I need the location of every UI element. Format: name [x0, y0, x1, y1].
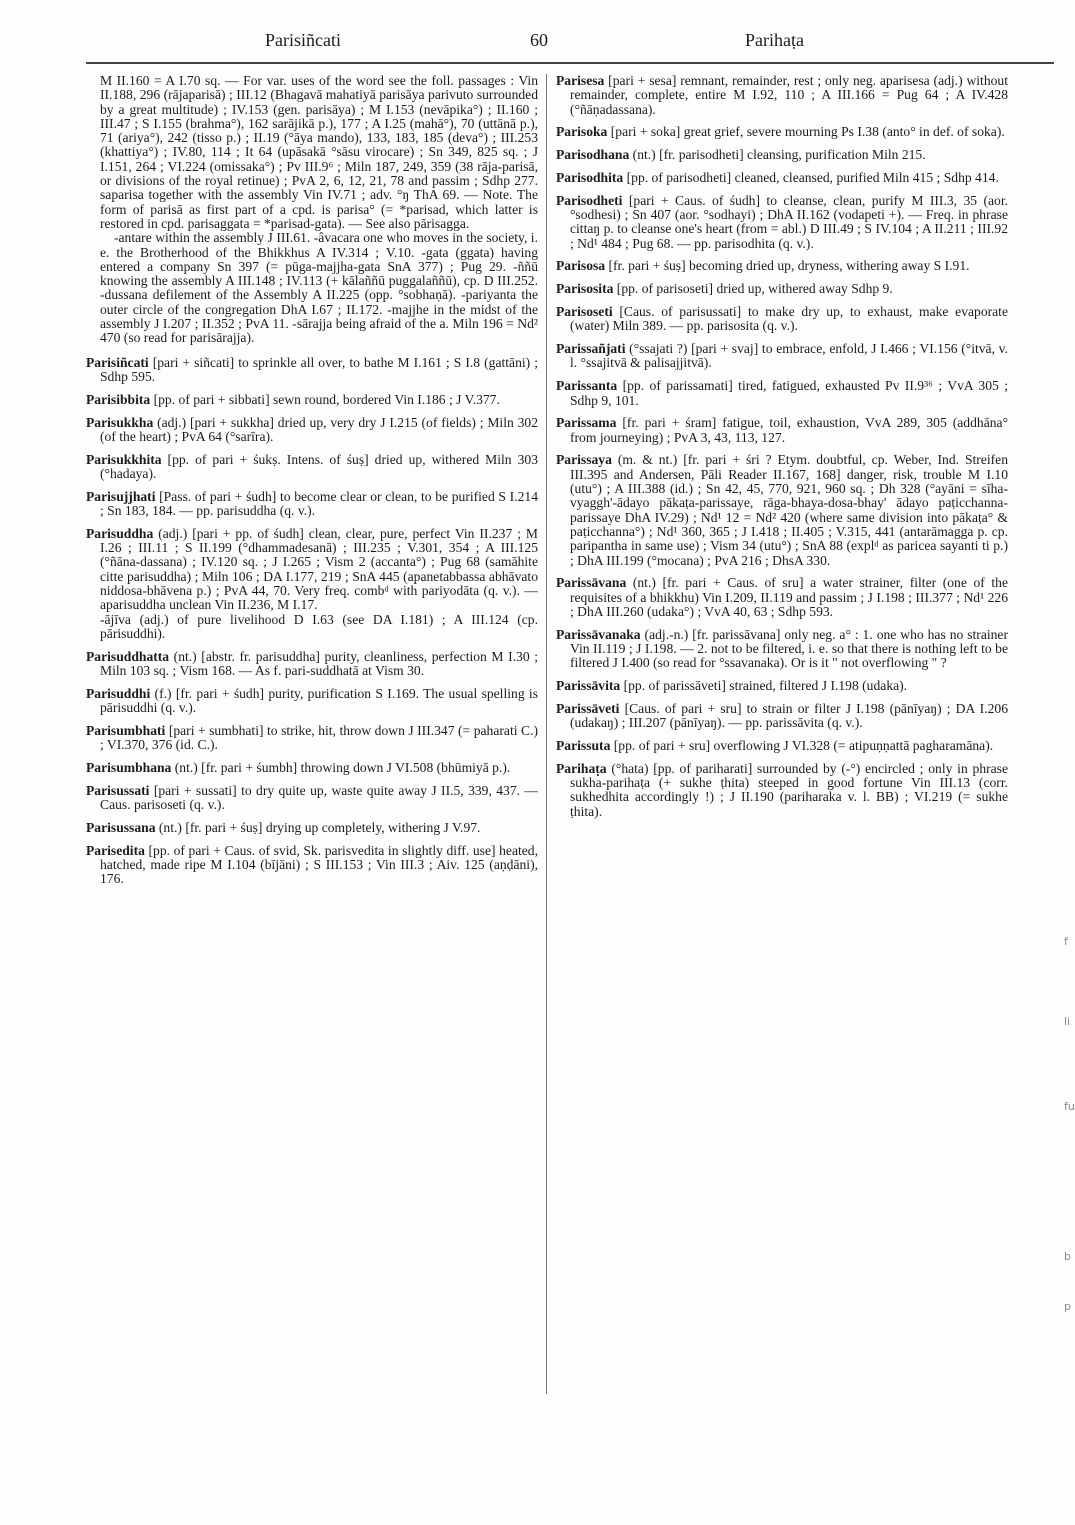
entry-definition: [pp. of pari + sibbati] sewn round, bordered Vin I.186 ; J V.377. [150, 391, 500, 407]
entry-definition: (nt.) [fr. parisodheti] cleansing, purification Miln 215. [629, 147, 926, 163]
dictionary-entry [86, 687, 538, 716]
entry-definition: (adj.) [pari + pp. of śudh] clean, clear, pure, perfect Vin II.237 ; M I.26 ; III.11 ; S II.199 (°dhammadesanā) ; III.235 ; V.301, 354 ; A III.125 (°ñāna-dassana) ; IV.120 sq. ; J I.265 ; Vism 2 (accanta°) ; Pug 68 (samāhite citte parisuddha) ; Miln 106 ; DA I.177, 219 ; SnA 445 (apanetabbassa abhāvato niddosa-bhāvena p.) ; PvA 44, 70. Very freq. combᵈ with pariyodāta (q. v.). — aparisuddha unclean Vin II.236, M I.17. -ājīva (adj.) of pure livelihood D I.63 (see DA I.181) ; A III.124 (cp. pārisuddhi). [100, 525, 538, 641]
entry-headword: Parisumbhati [86, 722, 166, 738]
entry-definition: (adj.) [pari + sukkha] dried up, very dry J I.215 (of fields) ; Miln 302 (of the heart) ; PvA 64 (°sarīra). [100, 414, 538, 444]
entry-headword: Parisesa [556, 73, 605, 88]
dictionary-entry [556, 74, 1008, 117]
entry-definition: (°ssajati ?) [pari + svaj] to embrace, enfold, J I.466 ; VI.156 (°itvā, v. l. °ssajitvā & palisajjitvā). [570, 341, 1008, 371]
dictionary-entry [556, 194, 1008, 251]
entry-headword: Parissāvana [556, 575, 627, 591]
entry-headword: Parissaya [556, 452, 612, 468]
dictionary-entry [86, 393, 538, 407]
entry-headword: Parisujjhati [86, 488, 156, 504]
entry-definition: [pp. of pari + śukṣ. Intens. of śuṣ] dried up, withered Miln 303 (°hadaya). [100, 451, 538, 481]
entry-definition: [pari + sussati] to dry quite up, waste quite away J II.5, 339, 437. — Caus. parisoseti (q. v.). [100, 782, 538, 813]
entry-definition: (nt.) [fr. pari + śuṣ] drying up completely, withering J V.97. [155, 819, 481, 835]
entry-headword: Parisoseti [556, 304, 613, 320]
entry-definition: (°hata) [pp. of pariharati] surrounded by (-°) encircled ; only in phrase sukha-parihaṭa (+ sukhe ṭhita) steeped in good fortune Vin III.13 (corr. sukhedhita accordingly !) ; J II.190 (pariharaka v. l. BB) ; VI.219 (= sukhe ṭhita). [570, 760, 1008, 819]
entry-definition: (nt.) [fr. pari + Caus. of sru] a water strainer, filter (one of the requisites of a bhikkhu) Vin I.209, II.119 and passim ; J I.198 ; III.377 ; Nd¹ 226 ; DhA III.260 (udaka°) ; VvA 40, 63 ; Sdhp 593. [570, 575, 1008, 619]
entry-headword: Parisodhita [556, 169, 624, 185]
margin-mark: p [1064, 1300, 1071, 1313]
left-column [86, 74, 538, 895]
entry-definition: [pp. of parissāveti] strained, filtered J I.198 (udaka). [620, 678, 908, 694]
entry-definition: (adj.-n.) [fr. parissāvana] only neg. a° : 1. one who has no strainer Vin II.119 ; J I.198. — 2. not to be filtered, i. e. so that there is nothing left to be filtered J I.400 (so read for °ssavanaka). Or is it " not overflowing " ? [570, 626, 1008, 671]
entry-definition: [fr. pari + śuṣ] becoming dried up, dryness, withering away S I.91. [605, 258, 970, 274]
entry-definition: [pari + soka] great grief, severe mourning Ps I.38 (anto° in def. of soka). [607, 124, 1005, 140]
entry-definition: [pari + sesa] remnant, remainder, rest ; only neg. aparisesa (adj.) without remainder, complete, entire M I.92, 110 ; A III.166 = Pug 64 ; A IV.428 (°ñāṇadassana). [570, 73, 1008, 117]
margin-mark: f [1064, 935, 1068, 948]
entry-definition: [Caus. of parisussati] to make dry up, to exhaust, make evaporate (water) Miln 389. — pp. parisosita (q. v.). [570, 304, 1008, 334]
entry-definition: [pp. of parissamati] tired, fatigued, exhausted Pv II.9³⁶ ; VvA 305 ; Sdhp 9, 101. [570, 378, 1008, 408]
dictionary-entry [556, 171, 1008, 185]
right-column [556, 74, 1008, 827]
entry-headword: Parissanta [556, 378, 618, 394]
dictionary-entry [86, 761, 538, 775]
header-right-headword: Parihaṭa [745, 30, 804, 50]
entry-headword: Parisuddhi [86, 685, 151, 701]
entry-definition: [Caus. of pari + sru] to strain or filter J I.198 (pānīyaŋ) ; DA I.206 (udakaŋ) ; III.207 (pānīyaŋ). — pp. parissāvita (q. v.). [570, 700, 1008, 731]
entry-headword: Parisussana [86, 819, 156, 835]
dictionary-entry [86, 784, 538, 813]
dictionary-entry [86, 453, 538, 482]
right-entries [556, 74, 1008, 819]
entry-definition: [pari + Caus. of śudh] to cleanse, clean, purify M III.3, 35 (aor. °sodhesi) ; Sn 407 (aor. °sodhayi) ; DhA II.162 (vodapeti +). — Freq. in phrase cittaŋ p. to cleanse one's heart (from = abl.) D III.49 ; S IV.104 ; A II.211 ; III.92 ; Nd¹ 484 ; Pug 68. — pp. parisodhita (q. v.). [570, 192, 1008, 251]
column-divider [546, 74, 547, 1394]
entry-headword: Parisuddhatta [86, 648, 170, 664]
entry-headword: Parisosa [556, 258, 606, 274]
compounds-paragraph: -antare within the assembly J III.61. -âvacara one who moves in the society, i. e. the Brotherhood of the Bhikkhus A IV.314 ; V.10. -gata (ggata) having entered a company Sn 397 (= pūga-majjha-gata SnA 377) ; Pug 29. -ññū knowing the assembly A III.148 ; IV.113 (+ kālaññū puggalaññū), cp. D III.252. -dussana defilement of the Assembly A II.225 (opp. °sobhaṇā). -pariyanta the outer circle of the congregation DhA I.67 ; II.172. -majjhe in the midst of the assembly J I.207 ; II.352 ; PvA 11. -sārajja being afraid of the a. Miln 196 = Nd² 470 (so read for parisārajja). [100, 230, 538, 346]
dictionary-entry [86, 527, 538, 641]
entry-definition: [pari + siñcati] to sprinkle all over, to bathe M I.161 ; S I.8 (gattāni) ; Sdhp 595. [100, 354, 538, 384]
entry-headword: Parisosita [556, 281, 614, 297]
dictionary-entry [86, 416, 538, 445]
entry-definition: (f.) [fr. pari + śudh] purity, purification S I.169. The usual spelling is pārisuddhi (q. v.). [100, 685, 538, 716]
entry-headword: Parisukkha [86, 414, 154, 430]
left-entries [86, 356, 538, 887]
header-rule [86, 62, 1054, 64]
page-number: 60 [530, 30, 548, 50]
entry-definition: [fr. pari + śram] fatigue, toil, exhaustion, VvA 289, 305 (addhāna° from journeying) ; PvA 3, 43, 113, 127. [570, 415, 1008, 445]
entry-headword: Parissāveti [556, 700, 620, 716]
dictionary-entry [556, 628, 1008, 671]
entry-headword: Parissāvanaka [556, 626, 641, 642]
dictionary-entry [556, 762, 1008, 819]
dictionary-entry [556, 282, 1008, 296]
entry-definition: (nt.) [fr. pari + śumbh] throwing down J VI.508 (bhūmiyā p.). [171, 759, 511, 775]
margin-mark: fu [1064, 1100, 1075, 1113]
entry-headword: Parissañjati [556, 341, 626, 357]
entry-definition: [Pass. of pari + śudh] to become clear or clean, to be purified S I.214 ; Sn 183, 184. — pp. parisuddha (q. v.). [100, 488, 538, 519]
dictionary-entry [556, 305, 1008, 334]
entry-headword: Parisoka [556, 124, 608, 140]
dictionary-entry [556, 342, 1008, 371]
entry-definition: (m. & nt.) [fr. pari + śri ? Etym. doubtful, cp. Weber, Ind. Streifen III.395 and Andersen, Pāli Reader II.167, 168] danger, risk, trouble M I.10 (utu°) ; A III.388 (id.) ; Sn 42, 45, 770, 921, 960 sq. ; Dh 328 (°ayāni = sīha-vyaggh'-ādayo pākaṭa-parissaye, rāga-bhaya-dosa-bhay' ādayo paṭicchanna-parissaye DhA IV.29) ; Nd¹ 12 = Nd² 420 (where same division into pākaṭa° & paṭicchanna°) ; Nd¹ 360, 365 ; J I.418 ; II.405 ; V.315, 441 (antarāmagga p. cp. paripantha in same use) ; Vism 34 (utu°) ; SnA 88 (explᵈ as paricea sayanti ti p.) ; DhA III.199 (°mocana) ; PvA 216 ; DhsA 330. [570, 452, 1008, 568]
dictionary-entry [556, 453, 1008, 567]
dictionary-entry [86, 821, 538, 835]
entry-definition: [pp. of parisoseti] dried up, withered away Sdhp 9. [613, 281, 893, 297]
entry-headword: Parissuta [556, 737, 611, 753]
dictionary-entry [556, 739, 1008, 753]
dictionary-entry [86, 844, 538, 887]
entry-definition: [pp. of pari + Caus. of svid, Sk. parisvedita in slightly diff. use] heated, hatched, made ripe M I.104 (bījāni) ; S III.153 ; Vin III.3 ; Aiv. 125 (aṇḍāni), 176. [100, 842, 538, 887]
entry-headword: Parihaṭa [556, 760, 607, 776]
margin-mark: b [1064, 1250, 1071, 1263]
entry-headword: Parisuddha [86, 525, 154, 541]
dictionary-entry [556, 702, 1008, 731]
dictionary-entry [556, 148, 1008, 162]
entry-definition: [pari + sumbhati] to strike, hit, throw down J III.347 (= paharati C.) ; VI.370, 376 (id. C.). [100, 722, 538, 753]
entry-headword: Parisodheti [556, 192, 623, 208]
entry-definition: (nt.) [abstr. fr. parisuddha] purity, cleanliness, perfection M I.30 ; Miln 103 sq. ; Vism 168. — As f. pari-suddhatā at Vism 30. [100, 648, 538, 678]
dictionary-entry [86, 650, 538, 679]
dictionary-entry [86, 724, 538, 753]
dictionary-entry [556, 379, 1008, 408]
entry-headword: Parisiñcati [86, 354, 149, 370]
margin-mark: li [1064, 1015, 1071, 1028]
entry-headword: Parisukkhita [86, 451, 162, 467]
entry-headword: Parisedita [86, 842, 145, 858]
dictionary-entry [86, 356, 538, 385]
entry-headword: Parissāvita [556, 678, 621, 694]
dictionary-entry [556, 679, 1008, 693]
dictionary-entry [556, 125, 1008, 139]
page-header [0, 30, 1073, 62]
continuation-paragraph: M II.160 = A I.70 sq. — For var. uses of the word see the foll. passages : Vin II.188, 296 (rājaparisā) ; III.12 (Bhagavā mahatiyā parisāya parivuto surrounded by a great multitude) ; IV.153 (gen. parisāya) ; M I.153 (nevāpika°) ; II.160 ; III.47 ; S I.155 (brahma°), 162 sarājikā p.), 177 ; A I.25 (mahā°), 70 (uttānā p.), 71 (ariya°), 242 (tisso p.) ; II.19 (°āya mando), 133, 183, 185 (deva°) ; III.253 (khattiya°) ; IV.80, 114 ; It 64 (upāsakā °sāsu virocare) ; Sn 349, 825 sq. ; J I.151, 264 ; VI.224 (omissaka°) ; Pv III.9⁶ ; Miln 187, 249, 359 (38 rāja-parisā, or divisions of the royal retinue) ; PvA 2, 6, 12, 21, 78 and passim ; Sdhp 277. saparisa together with the assembly Vin IV.71 ; adv. °ŋ ThA 69. — Note. The form of parisā as first part of a cpd. is parisa° (= *parisad, which latter is restored in cpd. parisaggata = *parisad-gata). — See also pārisagga. [100, 73, 538, 231]
entry-headword: Parissama [556, 415, 617, 431]
entry-definition: [pp. of parisodheti] cleaned, cleansed, purified Miln 415 ; Sdhp 414. [623, 169, 999, 185]
entry-headword: Parisodhana [556, 147, 630, 163]
header-left-headword: Parisiñcati [265, 30, 341, 50]
dictionary-entry [556, 576, 1008, 619]
dictionary-entry [556, 416, 1008, 445]
dictionary-entry [86, 490, 538, 519]
entry-headword: Parisumbhana [86, 759, 172, 775]
dictionary-entry [556, 259, 1008, 273]
entry-headword: Parisibbita [86, 391, 151, 407]
entry-definition: [pp. of pari + sru] overflowing J VI.328 (= atipuṇṇattā pagharamāna). [610, 737, 994, 753]
entry-headword: Parisussati [86, 782, 150, 798]
